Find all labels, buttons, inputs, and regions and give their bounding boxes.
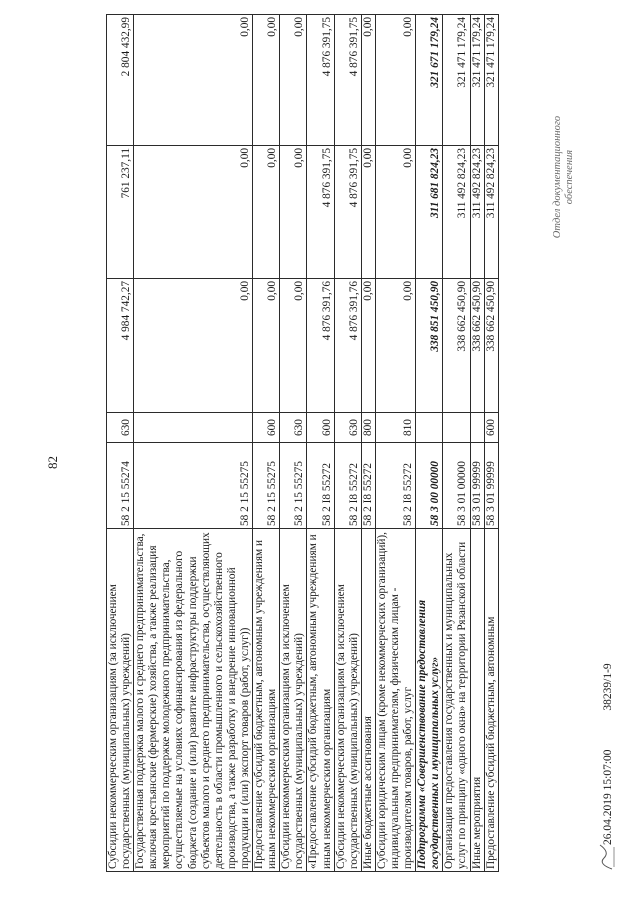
row-value-2: 311 492 824,23: [443, 146, 470, 279]
row-value-1: 4 984 742,27: [107, 279, 134, 413]
table-row: [375, 15, 415, 872]
row-code: 58 2 15 55274: [107, 443, 134, 529]
row-vr: 600: [307, 413, 334, 443]
row-value-3: 4 876 391,75: [307, 15, 334, 146]
table-row: [280, 15, 307, 872]
row-name: Субсидии некоммерческим организациям (за исключением государственных (муниципальных) учреждений): [107, 529, 134, 872]
row-value-2: 0,00: [134, 146, 253, 279]
row-name: Субсидии некоммерческим организациям (за исключением государственных (муниципальных) учреждений): [280, 529, 307, 872]
document-footer: [602, 627, 614, 845]
row-value-3: 321 471 179,24: [470, 15, 484, 146]
row-value-1: 4 876 391,76: [307, 279, 334, 413]
row-name: «Предоставление субсидий бюджетным, автономным учреждениям и иным некоммерческим организациям: [307, 529, 334, 872]
table-row: [416, 15, 443, 872]
row-vr: 600: [484, 413, 498, 443]
row-code: 58 3 01 00000: [443, 443, 470, 529]
row-value-3: 0,00: [280, 15, 307, 146]
row-vr: 630: [280, 413, 307, 443]
page-number: 82: [45, 456, 60, 469]
row-vr: 800: [361, 413, 375, 443]
table-row: [334, 15, 361, 872]
department-stamp-text: Отдел документационного обеспечения: [552, 115, 576, 239]
row-value-1: 338 662 450,90: [443, 279, 470, 413]
row-name: Государственная поддержка малого и среднего предпринимательства, включая крестьянские (фермерские) хозяйства, а также реализация мероприятий по поддержке молодежного предпринимательства, осуществляемые на условиях софинансирования из федерального бюджета (создание и (или) развитие инфраструктуры поддержки субъектов малого и среднего предпринимательства, осуществляющих деятельность в области промышленного и сельскохозяйственного производства, а также разработку и внедрение инновационной продукции и (или) экспорт товаров (работ, услуг)): [134, 529, 253, 872]
row-value-1: 338 662 450,90: [484, 279, 498, 413]
row-vr: [470, 413, 484, 443]
row-value-3: 2 804 432,99: [107, 15, 134, 146]
table-row: [361, 15, 375, 872]
row-value-2: 4 876 391,75: [307, 146, 334, 279]
row-name: Организация предоставления государственных и муниципальных услуг по принципу «одного окна» на территории Рязанской области: [443, 529, 470, 872]
table-row: [470, 15, 484, 872]
row-value-3: 321 471 179,24: [484, 15, 498, 146]
budget-table-body: [107, 15, 499, 872]
row-name: Субсидии юридическим лицам (кроме некоммерческих организаций), индивидуальным предпринимателям, физическим лицам - производителям товаров, работ, услуг: [375, 529, 415, 872]
row-value-2: 4 876 391,75: [334, 146, 361, 279]
row-value-1: 338 851 450,90: [416, 279, 443, 413]
row-code: 58 2 I8 55272: [361, 443, 375, 529]
row-vr: [416, 413, 443, 443]
footer-datetime: 26.04.2019 15:07:00: [602, 749, 614, 845]
row-vr: [443, 413, 470, 443]
row-code: 58 2 15 55275: [253, 443, 280, 529]
row-value-2: 0,00: [361, 146, 375, 279]
footer-doc-number: 38239/1-9: [602, 663, 614, 711]
row-name: Иные мероприятия: [470, 529, 484, 872]
table-row: [307, 15, 334, 872]
row-value-1: 0,00: [375, 279, 415, 413]
registration-mark-icon: [594, 842, 616, 872]
row-vr: 630: [334, 413, 361, 443]
table-row: [443, 15, 470, 872]
row-code: 58 2 I8 55272: [334, 443, 361, 529]
row-code: 58 3 00 00000: [416, 443, 443, 529]
row-value-2: 0,00: [253, 146, 280, 279]
row-code: 58 2 I8 55272: [375, 443, 415, 529]
row-value-3: 0,00: [375, 15, 415, 146]
row-value-2: 761 237,11: [107, 146, 134, 279]
row-code: 58 2 I8 55272: [307, 443, 334, 529]
table-row: [253, 15, 280, 872]
row-value-1: 0,00: [280, 279, 307, 413]
row-value-1: 4 876 391,76: [334, 279, 361, 413]
table-row: [107, 15, 134, 872]
row-value-1: 0,00: [134, 279, 253, 413]
row-name: Иные бюджетные ассигнования: [361, 529, 375, 872]
row-vr: 810: [375, 413, 415, 443]
row-value-1: 0,00: [253, 279, 280, 413]
row-code: 58 2 15 55275: [134, 443, 253, 529]
row-value-2: 311 492 824,23: [484, 146, 498, 279]
row-vr: [134, 413, 253, 443]
row-code: 58 2 15 55275: [280, 443, 307, 529]
row-value-3: 0,00: [253, 15, 280, 146]
row-value-3: 321 671 179,24: [416, 15, 443, 146]
table-row: [134, 15, 253, 872]
row-value-3: 0,00: [134, 15, 253, 146]
row-value-2: 311 681 824,23: [416, 146, 443, 279]
row-value-1: 0,00: [361, 279, 375, 413]
row-name: Субсидии некоммерческим организациям (за исключением государственных (муниципальных) учреждений): [334, 529, 361, 872]
row-name: Предоставление субсидий бюджетным, автономным: [484, 529, 498, 872]
row-value-2: 0,00: [280, 146, 307, 279]
row-name: Подпрограмма «Совершенствование предоставления государственных и муниципальных услуг»: [416, 529, 443, 872]
row-value-3: 0,00: [361, 15, 375, 146]
row-value-1: 338 662 450,90: [470, 279, 484, 413]
row-value-2: 311 492 824,23: [470, 146, 484, 279]
budget-table: [106, 14, 499, 872]
row-value-2: 0,00: [375, 146, 415, 279]
row-value-3: 321 471 179,24: [443, 15, 470, 146]
row-vr: 630: [107, 413, 134, 443]
row-vr: 600: [253, 413, 280, 443]
row-name: Предоставление субсидий бюджетным, автономным учреждениям и иным некоммерческим организациям: [253, 529, 280, 872]
row-code: 58 3 01 99999: [470, 443, 484, 529]
row-code: 58 3 01 99999: [484, 443, 498, 529]
row-value-3: 4 876 391,75: [334, 15, 361, 146]
table-row: [484, 15, 498, 872]
